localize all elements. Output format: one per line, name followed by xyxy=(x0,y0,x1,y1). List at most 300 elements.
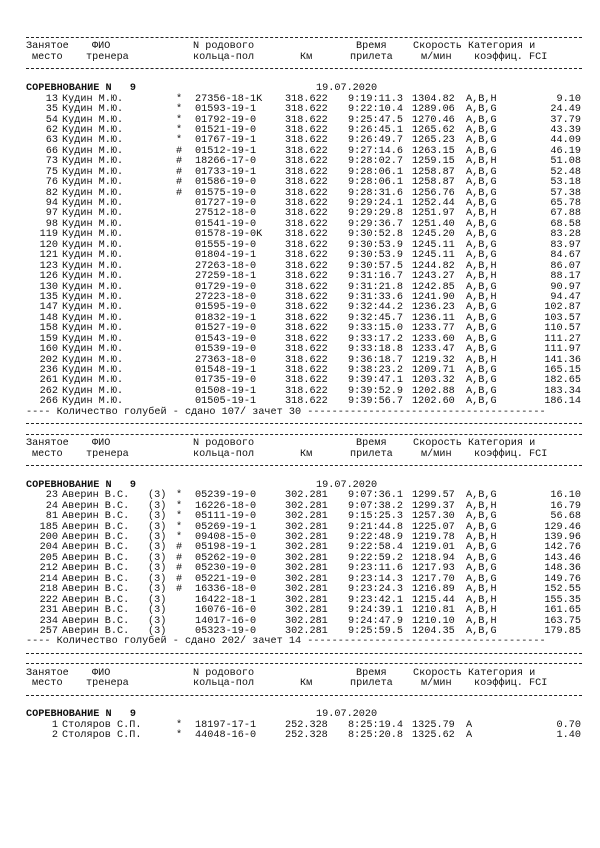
speed-cell: 1265.23 xyxy=(412,135,455,147)
ring-number-cell: 27263-18-0 xyxy=(195,260,257,272)
arrival-time-cell: 9:19:11.3 xyxy=(348,93,404,105)
ring-number-cell: 01729-19-0 xyxy=(195,281,257,293)
trainer-name-cell: Аверин В.С. xyxy=(62,532,130,543)
coefficient-cell: 1.40 xyxy=(556,730,581,742)
distance-cell: 302.281 xyxy=(285,500,328,512)
place-cell: 76 xyxy=(45,177,58,189)
arrival-time-cell: 9:30:52.8 xyxy=(348,229,404,241)
header-place: Занятое xyxy=(26,41,69,53)
speed-cell: 1217.70 xyxy=(412,573,455,585)
coefficient-cell: 53.18 xyxy=(550,177,581,189)
coefficient-cell: 16.10 xyxy=(550,490,581,502)
speed-cell: 1218.94 xyxy=(412,552,455,564)
speed-cell: 1216.89 xyxy=(412,584,455,596)
trainer-name-cell: Аверин В.С. xyxy=(62,584,130,596)
ring-number-cell: 01508-19-1 xyxy=(195,385,257,397)
speed-cell: 1251.40 xyxy=(412,218,455,230)
header-category-2: коэффиц. FCI xyxy=(474,51,548,63)
category-cell: A,B,G xyxy=(466,281,497,293)
arrival-time-cell: 8:25:20.8 xyxy=(348,730,404,742)
coefficient-cell: 16.79 xyxy=(550,500,581,512)
place-cell: 119 xyxy=(39,229,58,241)
trainer-name-cell: Аверин В.С. xyxy=(62,573,130,585)
club-cell: (3) xyxy=(148,511,167,523)
ring-number-cell: 27259-18-1 xyxy=(195,271,257,283)
mark-cell: * xyxy=(176,490,183,502)
category-cell: A,B,H xyxy=(466,584,497,596)
trainer-name-cell: Аверин В.С. xyxy=(62,542,130,554)
ring-number-cell: 01555-19-0 xyxy=(195,239,257,251)
arrival-time-cell: 9:30:57.5 xyxy=(348,260,404,272)
mark-cell: * xyxy=(176,500,183,512)
speed-cell: 1245.11 xyxy=(412,250,455,262)
ring-number-cell: 01521-19-0 xyxy=(195,124,257,136)
header-fio-2: тренера xyxy=(86,448,129,460)
category-cell: A,B,G xyxy=(466,625,497,637)
distance-cell: 302.281 xyxy=(285,563,328,575)
category-cell: A,B,G xyxy=(466,135,497,147)
ring-number-cell: 01575-19-0 xyxy=(195,187,257,199)
speed-cell: 1219.32 xyxy=(412,354,455,366)
category-cell: A,B,G xyxy=(466,124,497,136)
header-category: Категория и xyxy=(468,438,536,450)
category-cell: A,B,G xyxy=(466,375,497,387)
arrival-time-cell: 9:39:56.7 xyxy=(348,396,404,408)
header-category: Категория и xyxy=(468,667,536,679)
column-header-line-2 xyxy=(26,53,586,63)
coefficient-cell: 102.87 xyxy=(544,302,581,314)
distance-cell: 318.622 xyxy=(285,156,328,168)
ring-number-cell: 01543-19-0 xyxy=(195,333,257,345)
trainer-name-cell: Аверин В.С. xyxy=(62,605,130,617)
coefficient-cell: 143.46 xyxy=(544,552,581,564)
speed-cell: 1257.30 xyxy=(412,511,455,523)
trainer-name-cell: Аверин В.С. xyxy=(62,615,130,627)
arrival-time-cell: 9:24:39.1 xyxy=(348,605,404,617)
trainer-name-cell: Кудин М.Ю. xyxy=(62,239,124,251)
ring-number-cell: 05269-19-1 xyxy=(195,521,257,533)
coefficient-cell: 111.27 xyxy=(544,333,581,345)
coefficient-cell: 51.08 xyxy=(550,156,581,168)
coefficient-cell: 9.10 xyxy=(556,93,581,105)
coefficient-cell: 46.19 xyxy=(550,145,581,157)
coefficient-cell: 52.48 xyxy=(550,166,581,178)
ring-number-cell: 01727-19-0 xyxy=(195,198,257,209)
place-cell: 2 xyxy=(51,730,58,742)
speed-cell: 1217.93 xyxy=(412,563,455,575)
section-summary xyxy=(26,637,586,647)
arrival-time-cell: 9:31:33.6 xyxy=(348,291,404,303)
header-place-2: место xyxy=(32,448,63,460)
place-cell: 147 xyxy=(39,302,58,314)
arrival-time-cell: 8:25:19.4 xyxy=(348,719,404,731)
speed-cell: 1243.27 xyxy=(412,271,455,283)
coefficient-cell: 142.76 xyxy=(544,542,581,554)
distance-cell: 318.622 xyxy=(285,104,328,116)
coefficient-cell: 90.97 xyxy=(550,281,581,293)
coefficient-cell: 182.65 xyxy=(544,375,581,387)
competition-title: СОРЕВНОВАНИЕ N 9 xyxy=(26,479,137,491)
header-km: Км xyxy=(300,448,313,460)
header-category-2: коэффиц. FCI xyxy=(474,448,548,460)
trainer-name-cell: Кудин М.Ю. xyxy=(62,396,124,408)
mark-cell: * xyxy=(176,719,183,731)
coefficient-cell: 83.28 xyxy=(550,229,581,241)
distance-cell: 318.622 xyxy=(285,124,328,136)
ring-number-cell: 16076-16-0 xyxy=(195,605,257,617)
distance-cell: 318.622 xyxy=(285,365,328,376)
category-cell: A,B,H xyxy=(466,500,497,512)
mark-cell: * xyxy=(176,93,183,105)
place-cell: 205 xyxy=(39,552,58,564)
ring-number-cell: 05239-19-0 xyxy=(195,490,257,502)
table-row xyxy=(26,105,586,115)
header-time-2: прилета xyxy=(350,448,393,460)
category-cell: A,B,H xyxy=(466,532,497,543)
trainer-name-cell: Аверин В.С. xyxy=(62,563,130,575)
mark-cell: # xyxy=(176,156,183,168)
trainer-name-cell: Кудин М.Ю. xyxy=(62,208,124,220)
club-cell: (3) xyxy=(148,594,167,606)
arrival-time-cell: 9:22:59.2 xyxy=(348,552,404,564)
trainer-name-cell: Кудин М.Ю. xyxy=(62,135,124,147)
arrival-time-cell: 9:07:36.1 xyxy=(348,490,404,502)
header-speed: Скорость xyxy=(413,41,462,53)
category-cell: A,B,G xyxy=(466,563,497,575)
category-cell: A,B,G xyxy=(466,573,497,585)
trainer-name-cell: Кудин М.Ю. xyxy=(62,124,124,136)
ring-number-cell: 14017-16-0 xyxy=(195,615,257,627)
place-cell: 126 xyxy=(39,271,58,283)
mark-cell: * xyxy=(176,730,183,742)
coefficient-cell: 163.75 xyxy=(544,615,581,627)
dashed-separator xyxy=(26,460,586,470)
arrival-time-cell: 9:30:53.9 xyxy=(348,250,404,262)
distance-cell: 318.622 xyxy=(285,375,328,387)
category-cell: A,B,G xyxy=(466,104,497,116)
arrival-time-cell: 9:28:31.6 xyxy=(348,187,404,199)
category-cell: A,B,G xyxy=(466,302,497,314)
arrival-time-cell: 9:29:24.1 xyxy=(348,198,404,209)
speed-cell: 1233.60 xyxy=(412,333,455,345)
club-cell: (3) xyxy=(148,573,167,585)
coefficient-cell: 186.14 xyxy=(544,396,581,408)
ring-number-cell: 05221-19-0 xyxy=(195,573,257,585)
mark-cell: * xyxy=(176,104,183,116)
speed-cell: 1299.57 xyxy=(412,490,455,502)
place-cell: 261 xyxy=(39,375,58,387)
distance-cell: 318.622 xyxy=(285,114,328,126)
section-summary xyxy=(26,408,586,418)
arrival-time-cell: 9:28:06.1 xyxy=(348,166,404,178)
arrival-time-cell: 9:33:17.2 xyxy=(348,333,404,345)
speed-cell: 1259.15 xyxy=(412,156,455,168)
arrival-time-cell: 9:36:18.7 xyxy=(348,354,404,366)
distance-cell: 318.622 xyxy=(285,385,328,397)
club-cell: (3) xyxy=(148,532,167,543)
speed-cell: 1289.06 xyxy=(412,104,455,116)
speed-cell: 1204.35 xyxy=(412,625,455,637)
place-cell: 35 xyxy=(45,104,58,116)
arrival-time-cell: 9:28:02.7 xyxy=(348,156,404,168)
coefficient-cell: 110.57 xyxy=(544,323,581,335)
coefficient-cell: 57.38 xyxy=(550,187,581,199)
arrival-time-cell: 9:38:23.2 xyxy=(348,365,404,376)
arrival-time-cell: 9:26:45.1 xyxy=(348,124,404,136)
speed-cell: 1209.71 xyxy=(412,365,455,376)
trainer-name-cell: Кудин М.Ю. xyxy=(62,145,124,157)
distance-cell: 318.622 xyxy=(285,166,328,178)
place-cell: 236 xyxy=(39,365,58,376)
place-cell: 97 xyxy=(45,208,58,220)
header-fio-2: тренера xyxy=(86,51,129,63)
arrival-time-cell: 9:07:38.2 xyxy=(348,500,404,512)
header-fio: ФИО xyxy=(92,438,111,450)
coefficient-cell: 37.79 xyxy=(550,114,581,126)
distance-cell: 252.328 xyxy=(285,719,328,731)
header-speed-2: м/мин xyxy=(421,448,452,460)
header-ring-2: кольца-пол xyxy=(193,51,255,63)
category-cell: A xyxy=(466,719,473,731)
arrival-time-cell: 9:23:11.6 xyxy=(348,563,404,575)
mark-cell: * xyxy=(176,532,183,543)
trainer-name-cell: Кудин М.Ю. xyxy=(62,260,124,272)
speed-cell: 1210.81 xyxy=(412,605,455,617)
trainer-name-cell: Аверин В.С. xyxy=(62,511,130,523)
trainer-name-cell: Кудин М.Ю. xyxy=(62,281,124,293)
place-cell: 185 xyxy=(39,521,58,533)
place-cell: 13 xyxy=(45,93,58,105)
header-category-2: коэффиц. FCI xyxy=(474,678,548,690)
place-cell: 257 xyxy=(39,625,58,637)
distance-cell: 318.622 xyxy=(285,229,328,241)
header-ring: N родового xyxy=(193,41,255,53)
ring-number-cell: 27356-18-1K xyxy=(195,93,263,105)
place-cell: 159 xyxy=(39,333,58,345)
category-cell: A,B,G xyxy=(466,521,497,533)
speed-cell: 1304.82 xyxy=(412,93,455,105)
ring-number-cell: 01505-19-1 xyxy=(195,396,257,408)
header-fio: ФИО xyxy=(92,667,111,679)
arrival-time-cell: 9:24:47.9 xyxy=(348,615,404,627)
distance-cell: 302.281 xyxy=(285,490,328,502)
ring-number-cell: 18266-17-0 xyxy=(195,156,257,168)
trainer-name-cell: Кудин М.Ю. xyxy=(62,177,124,189)
speed-cell: 1241.90 xyxy=(412,291,455,303)
mark-cell: # xyxy=(176,187,183,199)
place-cell: 123 xyxy=(39,260,58,272)
ring-number-cell: 01527-19-0 xyxy=(195,323,257,335)
trainer-name-cell: Столяров С.П. xyxy=(62,719,142,731)
ring-number-cell: 01548-19-1 xyxy=(195,365,257,376)
results-document xyxy=(26,32,586,742)
speed-cell: 1202.60 xyxy=(412,396,455,408)
mark-cell: # xyxy=(176,584,183,596)
category-cell: A,B,H xyxy=(466,615,497,627)
place-cell: 212 xyxy=(39,563,58,575)
category-cell: A,B,G xyxy=(466,166,497,178)
arrival-time-cell: 9:27:14.6 xyxy=(348,145,404,157)
place-cell: 202 xyxy=(39,354,58,366)
trainer-name-cell: Кудин М.Ю. xyxy=(62,333,124,345)
header-speed-2: м/мин xyxy=(421,678,452,690)
trainer-name-cell: Кудин М.Ю. xyxy=(62,187,124,199)
club-cell: (3) xyxy=(148,490,167,502)
place-cell: 63 xyxy=(45,135,58,147)
mark-cell: * xyxy=(176,511,183,523)
distance-cell: 318.622 xyxy=(285,218,328,230)
trainer-name-cell: Кудин М.Ю. xyxy=(62,344,124,356)
header-fio: ФИО xyxy=(92,41,111,53)
distance-cell: 318.622 xyxy=(285,323,328,335)
speed-cell: 1245.20 xyxy=(412,229,455,241)
place-cell: 98 xyxy=(45,218,58,230)
coefficient-cell: 149.76 xyxy=(544,573,581,585)
ring-number-cell: 01832-19-1 xyxy=(195,312,257,324)
header-km: Км xyxy=(300,678,313,690)
category-cell: A,B,G xyxy=(466,333,497,345)
ring-number-cell: 01512-19-1 xyxy=(195,145,257,157)
distance-cell: 318.622 xyxy=(285,198,328,209)
trainer-name-cell: Аверин В.С. xyxy=(62,500,130,512)
coefficient-cell: 111.97 xyxy=(544,344,581,356)
category-cell: A,B,G xyxy=(466,552,497,564)
category-cell: A,B,G xyxy=(466,177,497,189)
coefficient-cell: 129.46 xyxy=(544,521,581,533)
arrival-time-cell: 9:26:49.7 xyxy=(348,135,404,147)
distance-cell: 318.622 xyxy=(285,145,328,157)
ring-number-cell: 01792-19-0 xyxy=(195,114,257,126)
speed-cell: 1203.32 xyxy=(412,375,455,387)
arrival-time-cell: 9:33:15.0 xyxy=(348,323,404,335)
arrival-time-cell: 9:32:44.2 xyxy=(348,302,404,314)
place-cell: 73 xyxy=(45,156,58,168)
coefficient-cell: 161.65 xyxy=(544,605,581,617)
distance-cell: 318.622 xyxy=(285,344,328,356)
category-cell: A,B,G xyxy=(466,365,497,376)
category-cell: A,B,G xyxy=(466,312,497,324)
coefficient-cell: 183.34 xyxy=(544,385,581,397)
summary-text: ---- Количество голубей - сдано 202/ зачет 14 --------------------------------------- xyxy=(26,636,546,648)
coefficient-cell: 56.68 xyxy=(550,511,581,523)
mark-cell: * xyxy=(176,114,183,126)
header-category: Категория и xyxy=(468,41,536,53)
place-cell: 130 xyxy=(39,281,58,293)
header-ring-2: кольца-пол xyxy=(193,448,255,460)
coefficient-cell: 88.17 xyxy=(550,271,581,283)
category-cell: A,B,G xyxy=(466,323,497,335)
coefficient-cell: 152.55 xyxy=(544,584,581,596)
speed-cell: 1256.76 xyxy=(412,187,455,199)
speed-cell: 1252.44 xyxy=(412,198,455,209)
category-cell: A,B,H xyxy=(466,93,497,105)
coefficient-cell: 103.57 xyxy=(544,312,581,324)
speed-cell: 1225.07 xyxy=(412,521,455,533)
trainer-name-cell: Аверин В.С. xyxy=(62,521,130,533)
category-cell: A,B,G xyxy=(466,198,497,209)
header-place-2: место xyxy=(32,51,63,63)
coefficient-cell: 179.85 xyxy=(544,625,581,637)
arrival-time-cell: 9:25:47.5 xyxy=(348,114,404,126)
trainer-name-cell: Кудин М.Ю. xyxy=(62,93,124,105)
arrival-time-cell: 9:23:24.3 xyxy=(348,584,404,596)
speed-cell: 1202.88 xyxy=(412,385,455,397)
ring-number-cell: 01593-19-1 xyxy=(195,104,257,116)
place-cell: 158 xyxy=(39,323,58,335)
table-row xyxy=(26,731,586,741)
category-cell: A,B,G xyxy=(466,396,497,408)
coefficient-cell: 155.35 xyxy=(544,594,581,606)
mark-cell: # xyxy=(176,145,183,157)
category-cell: A,B,G xyxy=(466,542,497,554)
place-cell: 222 xyxy=(39,594,58,606)
coefficient-cell: 24.49 xyxy=(550,104,581,116)
competition-date: 19.07.2020 xyxy=(316,709,378,721)
speed-cell: 1325.62 xyxy=(412,730,455,742)
ring-number-cell: 09408-15-0 xyxy=(195,532,257,543)
place-cell: 231 xyxy=(39,605,58,617)
header-place: Занятое xyxy=(26,667,69,679)
distance-cell: 302.281 xyxy=(285,521,328,533)
mark-cell: # xyxy=(176,573,183,585)
coefficient-cell: 139.96 xyxy=(544,532,581,543)
header-ring: N родового xyxy=(193,438,255,450)
trainer-name-cell: Кудин М.Ю. xyxy=(62,271,124,283)
category-cell: A,B,G xyxy=(466,229,497,241)
header-km: Км xyxy=(300,51,313,63)
distance-cell: 302.281 xyxy=(285,625,328,637)
place-cell: 82 xyxy=(45,187,58,199)
ring-number-cell: 05262-19-0 xyxy=(195,552,257,564)
distance-cell: 302.281 xyxy=(285,573,328,585)
summary-text: ---- Количество голубей - сдано 107/ зачет 30 --------------------------------------- xyxy=(26,406,546,418)
trainer-name-cell: Кудин М.Ю. xyxy=(62,385,124,397)
place-cell: 120 xyxy=(39,239,58,251)
speed-cell: 1299.37 xyxy=(412,500,455,512)
ring-number-cell: 18197-17-1 xyxy=(195,719,257,731)
dashed-separator xyxy=(26,690,586,700)
header-ring: N родового xyxy=(193,667,255,679)
distance-cell: 318.622 xyxy=(285,135,328,147)
place-cell: 148 xyxy=(39,312,58,324)
coefficient-cell: 84.67 xyxy=(550,250,581,262)
competition-date: 19.07.2020 xyxy=(316,83,378,95)
coefficient-cell: 44.09 xyxy=(550,135,581,147)
mark-cell: # xyxy=(176,563,183,575)
place-cell: 234 xyxy=(39,615,58,627)
dashed-separator xyxy=(26,648,586,658)
coefficient-cell: 67.88 xyxy=(550,208,581,220)
arrival-time-cell: 9:23:42.1 xyxy=(348,594,404,606)
arrival-time-cell: 9:22:58.4 xyxy=(348,542,404,554)
speed-cell: 1236.23 xyxy=(412,302,455,314)
column-header-line-1 xyxy=(26,439,586,449)
place-cell: 266 xyxy=(39,396,58,408)
mark-cell: # xyxy=(176,166,183,178)
arrival-time-cell: 9:29:29.8 xyxy=(348,208,404,220)
competition-title: СОРЕВНОВАНИЕ N 9 xyxy=(26,709,137,721)
distance-cell: 302.281 xyxy=(285,584,328,596)
ring-number-cell: 05323-19-0 xyxy=(195,625,257,637)
competition-date: 19.07.2020 xyxy=(316,479,378,491)
distance-cell: 318.622 xyxy=(285,187,328,199)
ring-number-cell: 01733-19-1 xyxy=(195,166,257,178)
distance-cell: 318.622 xyxy=(285,291,328,303)
coefficient-cell: 94.47 xyxy=(550,291,581,303)
coefficient-cell: 43.39 xyxy=(550,124,581,136)
place-cell: 66 xyxy=(45,145,58,157)
category-cell: A,B,H xyxy=(466,271,497,283)
